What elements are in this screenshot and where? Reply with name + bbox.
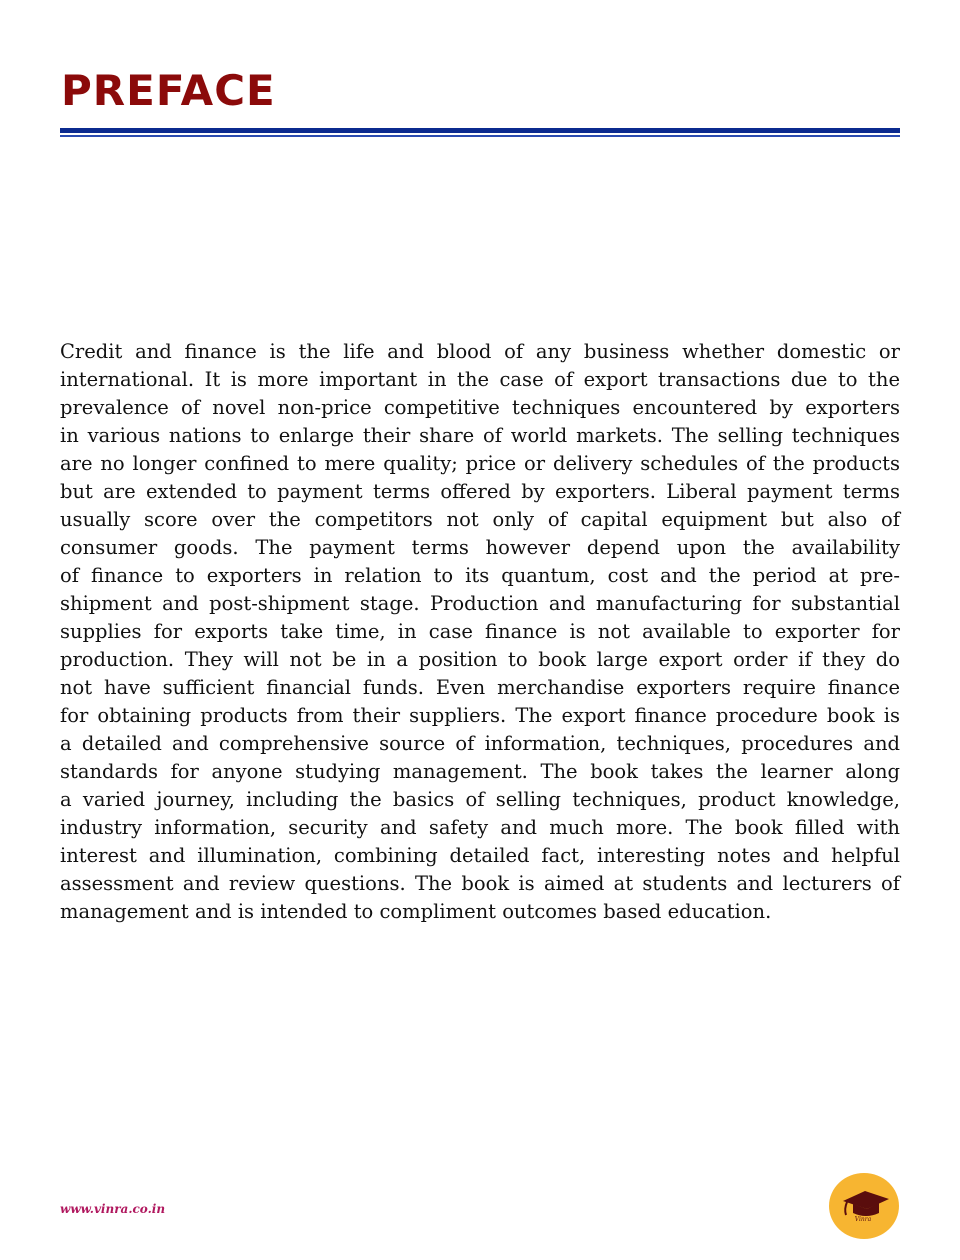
body-line: consumer goods. The payment terms however depend upon the availability (60, 536, 900, 559)
title-rule-thin (60, 135, 900, 137)
title-rule-thick (60, 128, 900, 133)
svg-text:Vinra: Vinra (854, 1216, 872, 1223)
body-line: but are extended to payment terms offered by exporters. Liberal payment terms (60, 480, 900, 503)
body-line: supplies for exports take time, in case finance is not available to exporter for (60, 620, 900, 643)
body-line: of finance to exporters in relation to its quantum, cost and the period at pre- (60, 564, 900, 587)
body-line: usually score over the competitors not only of capital equipment but also of (60, 508, 900, 531)
body-line: shipment and post-shipment stage. Production and manufacturing for substantial (60, 592, 900, 615)
body-line: are no longer confined to mere quality; price or delivery schedules of the products (60, 452, 900, 475)
body-line: standards for anyone studying management. The book takes the learner along (60, 760, 900, 783)
graduation-cap-icon (829, 1173, 899, 1239)
publisher-logo (829, 1173, 899, 1239)
body-line: a varied journey, including the basics of selling techniques, product knowledge, (60, 788, 900, 811)
body-line: interest and illumination, combining detailed fact, interesting notes and helpful (60, 844, 900, 867)
page-title: PREFACE (61, 66, 276, 115)
body-line: in various nations to enlarge their share of world markets. The selling techniques (60, 424, 900, 447)
body-line: for obtaining products from their suppliers. The export finance procedure book is (60, 704, 900, 727)
body-line: not have sufficient financial funds. Even merchandise exporters require finance (60, 676, 900, 699)
body-line: Credit and finance is the life and blood of any business whether domestic or (60, 340, 900, 363)
body-line: prevalence of novel non-price competitive techniques encountered by exporters (60, 396, 900, 419)
body-line: management and is intended to compliment outcomes based education. (60, 900, 772, 923)
body-line: international. It is more important in the case of export transactions due to the (60, 368, 900, 391)
body-line: assessment and review questions. The book is aimed at students and lecturers of (60, 872, 900, 895)
body-line: production. They will not be in a position to book large export order if they do (60, 648, 900, 671)
preface-body (60, 338, 900, 926)
body-line: a detailed and comprehensive source of information, techniques, procedures and (60, 732, 900, 755)
footer-website-link[interactable]: www.vinra.co.in (60, 1202, 166, 1216)
body-line: industry information, security and safety and much more. The book filled with (60, 816, 900, 839)
